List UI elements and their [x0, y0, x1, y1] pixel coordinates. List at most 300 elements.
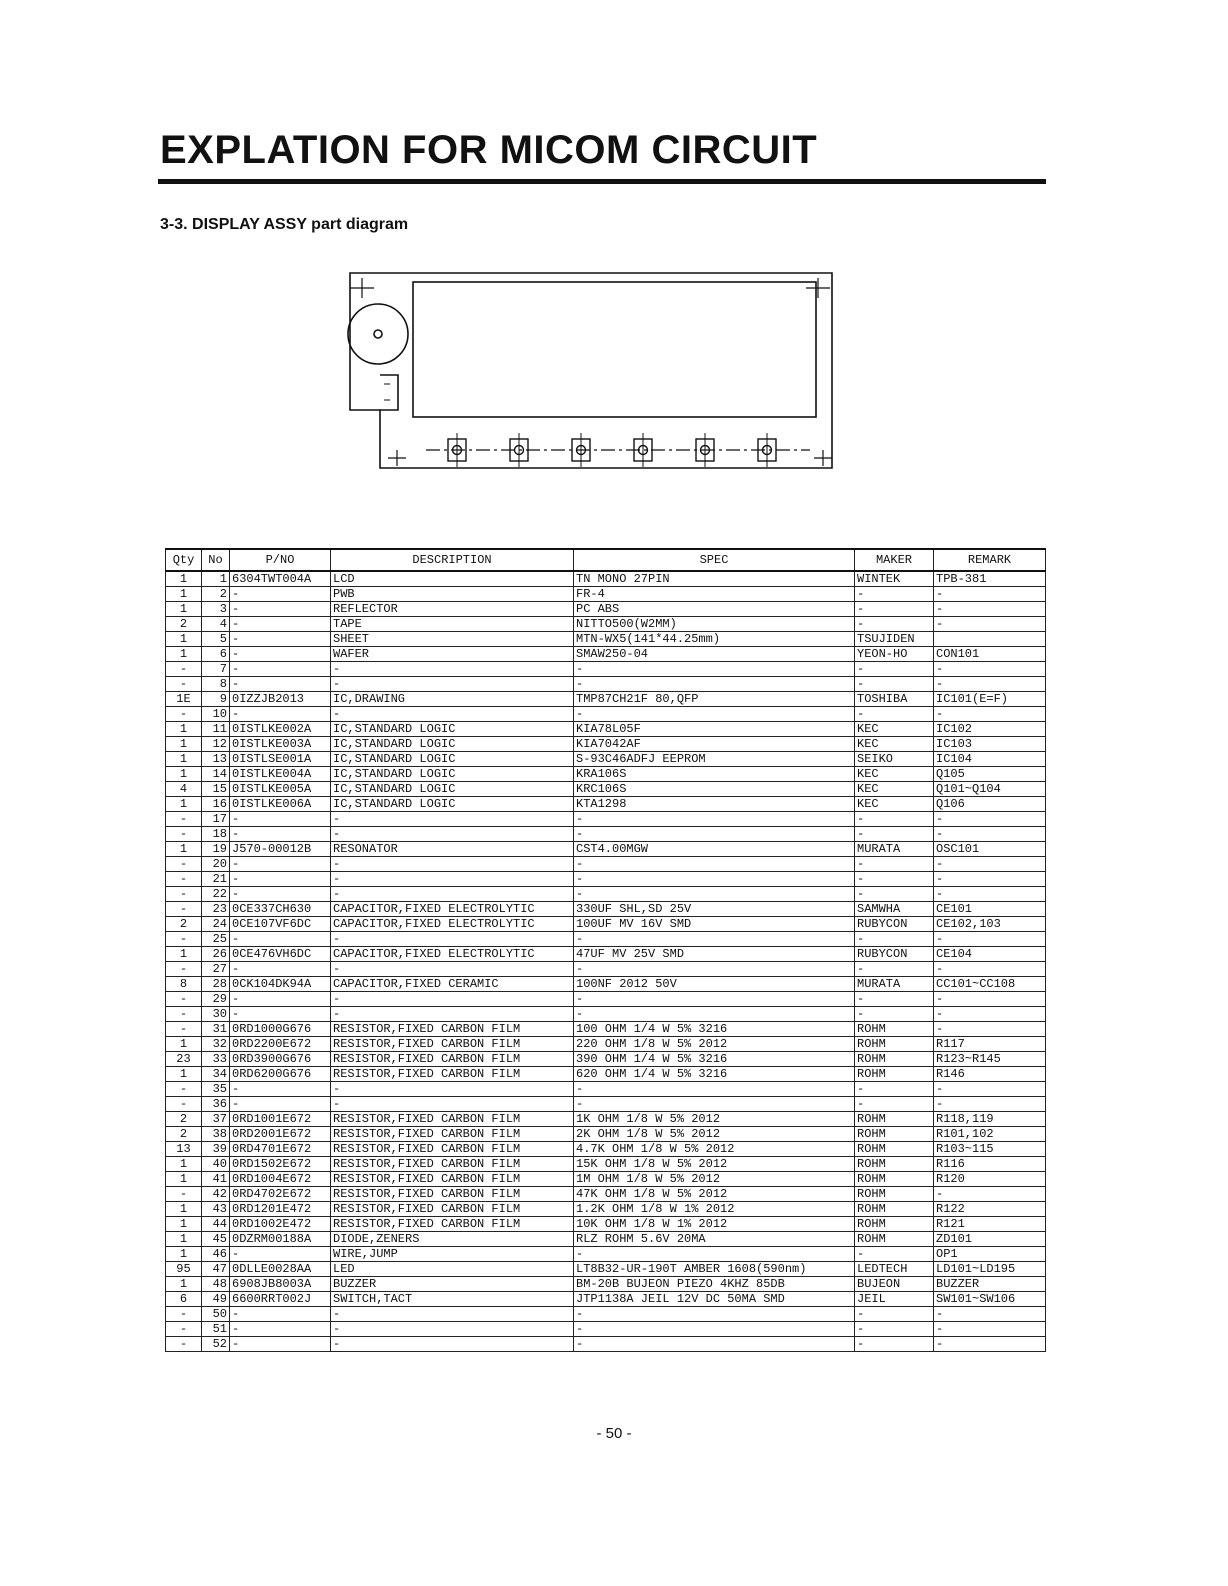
no-cell: 9 — [202, 692, 230, 707]
spec-cell: NITTO500(W2MM) — [574, 617, 855, 632]
spec-cell: - — [574, 1082, 855, 1097]
part-number-cell: 0RD6200G676 — [230, 1067, 331, 1082]
spec-cell: KIA78L05F — [574, 722, 855, 737]
remark-cell: R146 — [934, 1067, 1046, 1082]
col-no: No — [202, 549, 230, 571]
description-cell: - — [331, 662, 574, 677]
qty-cell: 1 — [166, 632, 202, 647]
no-cell: 43 — [202, 1202, 230, 1217]
description-cell: - — [331, 1307, 574, 1322]
part-number-cell: 0RD4701E672 — [230, 1142, 331, 1157]
page-title: EXPLATION FOR MICOM CIRCUIT — [160, 128, 818, 172]
spec-cell: - — [574, 812, 855, 827]
table-row — [166, 617, 1046, 632]
table-row — [166, 1097, 1046, 1112]
qty-cell: 8 — [166, 977, 202, 992]
maker-cell: - — [855, 1337, 934, 1352]
qty-cell: 1 — [166, 722, 202, 737]
qty-cell: 1E — [166, 692, 202, 707]
description-cell: CAPACITOR,FIXED ELECTROLYTIC — [331, 902, 574, 917]
no-cell: 51 — [202, 1322, 230, 1337]
qty-cell: - — [166, 962, 202, 977]
title-underline — [158, 179, 1046, 184]
remark-cell: R120 — [934, 1172, 1046, 1187]
part-number-cell: 0RD1201E472 — [230, 1202, 331, 1217]
spec-cell: 15K OHM 1/8 W 5% 2012 — [574, 1157, 855, 1172]
remark-cell: R117 — [934, 1037, 1046, 1052]
maker-cell: - — [855, 992, 934, 1007]
no-cell: 24 — [202, 917, 230, 932]
maker-cell: ROHM — [855, 1022, 934, 1037]
part-number-cell: - — [230, 1337, 331, 1352]
no-cell: 22 — [202, 887, 230, 902]
qty-cell: 1 — [166, 1157, 202, 1172]
description-cell: RESISTOR,FIXED CARBON FILM — [331, 1067, 574, 1082]
description-cell: CAPACITOR,FIXED ELECTROLYTIC — [331, 917, 574, 932]
table-row — [166, 737, 1046, 752]
part-number-cell: 0CE476VH6DC — [230, 947, 331, 962]
description-cell: IC,STANDARD LOGIC — [331, 767, 574, 782]
remark-cell: Q106 — [934, 797, 1046, 812]
spec-cell: - — [574, 662, 855, 677]
remark-cell: CC101~CC108 — [934, 977, 1046, 992]
qty-cell: 2 — [166, 617, 202, 632]
part-number-cell: 0ISTLKE003A — [230, 737, 331, 752]
remark-cell: R118,119 — [934, 1112, 1046, 1127]
table-row — [166, 1232, 1046, 1247]
maker-cell: JEIL — [855, 1292, 934, 1307]
description-cell: - — [331, 827, 574, 842]
table-row — [166, 1037, 1046, 1052]
maker-cell: - — [855, 707, 934, 722]
qty-cell: - — [166, 677, 202, 692]
part-number-cell: - — [230, 1007, 331, 1022]
remark-cell: - — [934, 1007, 1046, 1022]
part-number-cell: - — [230, 1322, 331, 1337]
maker-cell: ROHM — [855, 1067, 934, 1082]
table-row — [166, 587, 1046, 602]
spec-cell: 100NF 2012 50V — [574, 977, 855, 992]
qty-cell: 6 — [166, 1292, 202, 1307]
maker-cell: - — [855, 1082, 934, 1097]
description-cell: - — [331, 992, 574, 1007]
remark-cell: - — [934, 1322, 1046, 1337]
no-cell: 15 — [202, 782, 230, 797]
remark-cell: IC103 — [934, 737, 1046, 752]
description-cell: PWB — [331, 587, 574, 602]
no-cell: 25 — [202, 932, 230, 947]
part-number-cell: - — [230, 812, 331, 827]
buzzer-circle — [348, 304, 408, 364]
spec-cell: MTN-WX5(141*44.25mm) — [574, 632, 855, 647]
maker-cell: WINTEK — [855, 571, 934, 587]
table-row — [166, 767, 1046, 782]
maker-cell: - — [855, 1007, 934, 1022]
part-number-cell: 6908JB8003A — [230, 1277, 331, 1292]
part-number-cell: 0RD1000G676 — [230, 1022, 331, 1037]
description-cell: TAPE — [331, 617, 574, 632]
table-row — [166, 857, 1046, 872]
no-cell: 36 — [202, 1097, 230, 1112]
description-cell: CAPACITOR,FIXED ELECTROLYTIC — [331, 947, 574, 962]
description-cell: LED — [331, 1262, 574, 1277]
maker-cell: ROHM — [855, 1037, 934, 1052]
description-cell: RESISTOR,FIXED CARBON FILM — [331, 1202, 574, 1217]
spec-cell: FR-4 — [574, 587, 855, 602]
maker-cell: ROHM — [855, 1187, 934, 1202]
description-cell: RESISTOR,FIXED CARBON FILM — [331, 1217, 574, 1232]
maker-cell: - — [855, 662, 934, 677]
remark-cell: LD101~LD195 — [934, 1262, 1046, 1277]
part-number-cell: 0RD1004E672 — [230, 1172, 331, 1187]
description-cell: WAFER — [331, 647, 574, 662]
description-cell: IC,STANDARD LOGIC — [331, 782, 574, 797]
maker-cell: KEC — [855, 767, 934, 782]
no-cell: 3 — [202, 602, 230, 617]
remark-cell: OSC101 — [934, 842, 1046, 857]
spec-cell: - — [574, 827, 855, 842]
qty-cell: 13 — [166, 1142, 202, 1157]
qty-cell: - — [166, 1097, 202, 1112]
remark-cell: - — [934, 932, 1046, 947]
part-number-cell: 0ISTLKE002A — [230, 722, 331, 737]
qty-cell: - — [166, 1322, 202, 1337]
remark-cell: - — [934, 1187, 1046, 1202]
qty-cell: 23 — [166, 1052, 202, 1067]
part-number-cell: - — [230, 872, 331, 887]
description-cell: - — [331, 1337, 574, 1352]
spec-cell: BM-20B BUJEON PIEZO 4KHZ 85DB — [574, 1277, 855, 1292]
table-row — [166, 662, 1046, 677]
no-cell: 13 — [202, 752, 230, 767]
maker-cell: - — [855, 887, 934, 902]
spec-cell: 47UF MV 25V SMD — [574, 947, 855, 962]
spec-cell: - — [574, 1337, 855, 1352]
no-cell: 27 — [202, 962, 230, 977]
table-row — [166, 1307, 1046, 1322]
qty-cell: - — [166, 1337, 202, 1352]
spec-cell: - — [574, 887, 855, 902]
spec-cell: 1M OHM 1/8 W 5% 2012 — [574, 1172, 855, 1187]
part-number-cell: 0ISTLKE004A — [230, 767, 331, 782]
maker-cell: KEC — [855, 722, 934, 737]
no-cell: 26 — [202, 947, 230, 962]
description-cell: - — [331, 932, 574, 947]
qty-cell: 1 — [166, 602, 202, 617]
part-number-cell: - — [230, 827, 331, 842]
maker-cell: - — [855, 617, 934, 632]
maker-cell: ROHM — [855, 1142, 934, 1157]
maker-cell: - — [855, 962, 934, 977]
qty-cell: 4 — [166, 782, 202, 797]
table-row — [166, 707, 1046, 722]
description-cell: RESISTOR,FIXED CARBON FILM — [331, 1172, 574, 1187]
display-assy-diagram — [340, 270, 840, 475]
spec-cell: - — [574, 1247, 855, 1262]
table-row — [166, 1142, 1046, 1157]
table-row — [166, 1052, 1046, 1067]
remark-cell: OP1 — [934, 1247, 1046, 1262]
qty-cell: 1 — [166, 571, 202, 587]
table-row — [166, 1202, 1046, 1217]
no-cell: 50 — [202, 1307, 230, 1322]
maker-cell: MURATA — [855, 842, 934, 857]
spec-cell: - — [574, 992, 855, 1007]
no-cell: 21 — [202, 872, 230, 887]
spec-cell: - — [574, 707, 855, 722]
part-number-cell: 0RD1002E472 — [230, 1217, 331, 1232]
section-subtitle: 3-3. DISPLAY ASSY part diagram — [160, 216, 409, 233]
table-row — [166, 1187, 1046, 1202]
no-cell: 52 — [202, 1337, 230, 1352]
spec-cell: 2K OHM 1/8 W 5% 2012 — [574, 1127, 855, 1142]
part-number-cell: - — [230, 962, 331, 977]
spec-cell: 1K OHM 1/8 W 5% 2012 — [574, 1112, 855, 1127]
qty-cell: 1 — [166, 797, 202, 812]
part-number-cell: - — [230, 932, 331, 947]
part-number-cell: J570-00012B — [230, 842, 331, 857]
part-number-cell: 0ISTLKE005A — [230, 782, 331, 797]
table-row — [166, 1127, 1046, 1142]
maker-cell: KEC — [855, 737, 934, 752]
connector-bracket — [380, 375, 398, 410]
qty-cell: 1 — [166, 1172, 202, 1187]
maker-cell: - — [855, 677, 934, 692]
qty-cell: - — [166, 1082, 202, 1097]
description-cell: IC,STANDARD LOGIC — [331, 752, 574, 767]
spec-cell: PC ABS — [574, 602, 855, 617]
no-cell: 2 — [202, 587, 230, 602]
description-cell: WIRE,JUMP — [331, 1247, 574, 1262]
description-cell: - — [331, 857, 574, 872]
table-row — [166, 1337, 1046, 1352]
remark-cell: - — [934, 1082, 1046, 1097]
no-cell: 16 — [202, 797, 230, 812]
maker-cell: ROHM — [855, 1127, 934, 1142]
spec-cell: 330UF SHL,SD 25V — [574, 902, 855, 917]
qty-cell: 1 — [166, 1037, 202, 1052]
part-number-cell: 0RD2001E672 — [230, 1127, 331, 1142]
spec-cell: TN MONO 27PIN — [574, 571, 855, 587]
part-number-cell: 0DLLE0028AA — [230, 1262, 331, 1277]
maker-cell: ROHM — [855, 1157, 934, 1172]
no-cell: 44 — [202, 1217, 230, 1232]
remark-cell: Q101~Q104 — [934, 782, 1046, 797]
remark-cell: R101,102 — [934, 1127, 1046, 1142]
no-cell: 7 — [202, 662, 230, 677]
no-cell: 18 — [202, 827, 230, 842]
part-number-cell: 0RD1502E672 — [230, 1157, 331, 1172]
remark-cell: - — [934, 662, 1046, 677]
table-row — [166, 602, 1046, 617]
maker-cell: RUBYCON — [855, 947, 934, 962]
maker-cell: - — [855, 587, 934, 602]
table-row — [166, 1322, 1046, 1337]
remark-cell: - — [934, 707, 1046, 722]
spec-cell: 390 OHM 1/4 W 5% 3216 — [574, 1052, 855, 1067]
maker-cell: RUBYCON — [855, 917, 934, 932]
remark-cell: - — [934, 887, 1046, 902]
table-row — [166, 1067, 1046, 1082]
col-remark: REMARK — [934, 549, 1046, 571]
maker-cell: YEON-HO — [855, 647, 934, 662]
part-number-cell: - — [230, 887, 331, 902]
part-number-cell: 0CE107VF6DC — [230, 917, 331, 932]
spec-cell: JTP1138A JEIL 12V DC 50MA SMD — [574, 1292, 855, 1307]
part-number-cell: - — [230, 1247, 331, 1262]
table-row — [166, 797, 1046, 812]
qty-cell: 1 — [166, 1202, 202, 1217]
remark-cell: - — [934, 872, 1046, 887]
table-row — [166, 947, 1046, 962]
col-qty: Qty — [166, 549, 202, 571]
no-cell: 8 — [202, 677, 230, 692]
description-cell: IC,STANDARD LOGIC — [331, 737, 574, 752]
qty-cell: 2 — [166, 1112, 202, 1127]
no-cell: 31 — [202, 1022, 230, 1037]
maker-cell: - — [855, 932, 934, 947]
no-cell: 34 — [202, 1067, 230, 1082]
part-number-cell: - — [230, 1307, 331, 1322]
description-cell: - — [331, 677, 574, 692]
part-number-cell: - — [230, 602, 331, 617]
description-cell: - — [331, 707, 574, 722]
spec-cell: CST4.00MGW — [574, 842, 855, 857]
part-number-cell: 0RD2200E672 — [230, 1037, 331, 1052]
page-number: - 50 - — [596, 1425, 632, 1442]
description-cell: RESISTOR,FIXED CARBON FILM — [331, 1112, 574, 1127]
remark-cell: R123~R145 — [934, 1052, 1046, 1067]
no-cell: 35 — [202, 1082, 230, 1097]
maker-cell: - — [855, 812, 934, 827]
table-row — [166, 571, 1046, 587]
spec-cell: - — [574, 1007, 855, 1022]
no-cell: 46 — [202, 1247, 230, 1262]
qty-cell: - — [166, 1307, 202, 1322]
description-cell: IC,STANDARD LOGIC — [331, 722, 574, 737]
no-cell: 6 — [202, 647, 230, 662]
table-row — [166, 722, 1046, 737]
qty-cell: 2 — [166, 1127, 202, 1142]
qty-cell: 1 — [166, 767, 202, 782]
qty-cell: - — [166, 872, 202, 887]
table-row — [166, 1262, 1046, 1277]
remark-cell: - — [934, 857, 1046, 872]
qty-cell: - — [166, 1007, 202, 1022]
spec-cell: 10K OHM 1/8 W 1% 2012 — [574, 1217, 855, 1232]
spec-cell: - — [574, 872, 855, 887]
remark-cell: - — [934, 602, 1046, 617]
description-cell: - — [331, 1097, 574, 1112]
part-number-cell: - — [230, 662, 331, 677]
part-number-cell: 0RD4702E672 — [230, 1187, 331, 1202]
maker-cell: TOSHIBA — [855, 692, 934, 707]
qty-cell: - — [166, 902, 202, 917]
no-cell: 37 — [202, 1112, 230, 1127]
spec-cell: LT8B32-UR-190T AMBER 1608(590nm) — [574, 1262, 855, 1277]
description-cell: SWITCH,TACT — [331, 1292, 574, 1307]
part-number-cell: 0DZRM00188A — [230, 1232, 331, 1247]
parts-table-header — [166, 549, 1046, 571]
table-row — [166, 812, 1046, 827]
remark-cell: - — [934, 827, 1046, 842]
description-cell: RESISTOR,FIXED CARBON FILM — [331, 1037, 574, 1052]
no-cell: 14 — [202, 767, 230, 782]
spec-cell: - — [574, 962, 855, 977]
spec-cell: 620 OHM 1/4 W 5% 3216 — [574, 1067, 855, 1082]
no-cell: 32 — [202, 1037, 230, 1052]
spec-cell: - — [574, 932, 855, 947]
description-cell: RESONATOR — [331, 842, 574, 857]
qty-cell: 2 — [166, 917, 202, 932]
spec-cell: 47K OHM 1/8 W 5% 2012 — [574, 1187, 855, 1202]
description-cell: - — [331, 1007, 574, 1022]
maker-cell: - — [855, 1247, 934, 1262]
remark-cell: BUZZER — [934, 1277, 1046, 1292]
table-row — [166, 1247, 1046, 1262]
description-cell: IC,DRAWING — [331, 692, 574, 707]
no-cell: 30 — [202, 1007, 230, 1022]
remark-cell: - — [934, 617, 1046, 632]
maker-cell: ROHM — [855, 1217, 934, 1232]
col-description: DESCRIPTION — [331, 549, 574, 571]
spec-cell: KIA7042AF — [574, 737, 855, 752]
maker-cell: - — [855, 1322, 934, 1337]
no-cell: 19 — [202, 842, 230, 857]
qty-cell: 1 — [166, 1217, 202, 1232]
no-cell: 38 — [202, 1127, 230, 1142]
remark-cell: IC102 — [934, 722, 1046, 737]
remark-cell: - — [934, 587, 1046, 602]
spec-cell: - — [574, 1307, 855, 1322]
no-cell: 49 — [202, 1292, 230, 1307]
qty-cell: - — [166, 992, 202, 1007]
parts-table — [165, 548, 1046, 1352]
maker-cell: ROHM — [855, 1172, 934, 1187]
part-number-cell: 0CK104DK94A — [230, 977, 331, 992]
table-row — [166, 677, 1046, 692]
description-cell: LCD — [331, 571, 574, 587]
qty-cell: 1 — [166, 737, 202, 752]
parts-table-body — [166, 571, 1046, 1352]
maker-cell: KEC — [855, 782, 934, 797]
no-cell: 5 — [202, 632, 230, 647]
part-number-cell: - — [230, 992, 331, 1007]
table-row — [166, 1007, 1046, 1022]
maker-cell: SEIKO — [855, 752, 934, 767]
no-cell: 17 — [202, 812, 230, 827]
spec-cell: KRC106S — [574, 782, 855, 797]
remark-cell: - — [934, 992, 1046, 1007]
part-number-cell: 0RD1001E672 — [230, 1112, 331, 1127]
qty-cell: 1 — [166, 1247, 202, 1262]
maker-cell: TSUJIDEN — [855, 632, 934, 647]
part-number-cell: 0IZZJB2013 — [230, 692, 331, 707]
maker-cell: BUJEON — [855, 1277, 934, 1292]
qty-cell: 1 — [166, 1232, 202, 1247]
corner-marker — [350, 278, 832, 466]
col-part-number: P/NO — [230, 549, 331, 571]
col-maker: MAKER — [855, 549, 934, 571]
table-row — [166, 1022, 1046, 1037]
spec-cell: 1.2K OHM 1/8 W 1% 2012 — [574, 1202, 855, 1217]
spec-cell: 220 OHM 1/8 W 5% 2012 — [574, 1037, 855, 1052]
description-cell: DIODE,ZENERS — [331, 1232, 574, 1247]
no-cell: 42 — [202, 1187, 230, 1202]
description-cell: - — [331, 872, 574, 887]
table-row — [166, 977, 1046, 992]
remark-cell: CE101 — [934, 902, 1046, 917]
